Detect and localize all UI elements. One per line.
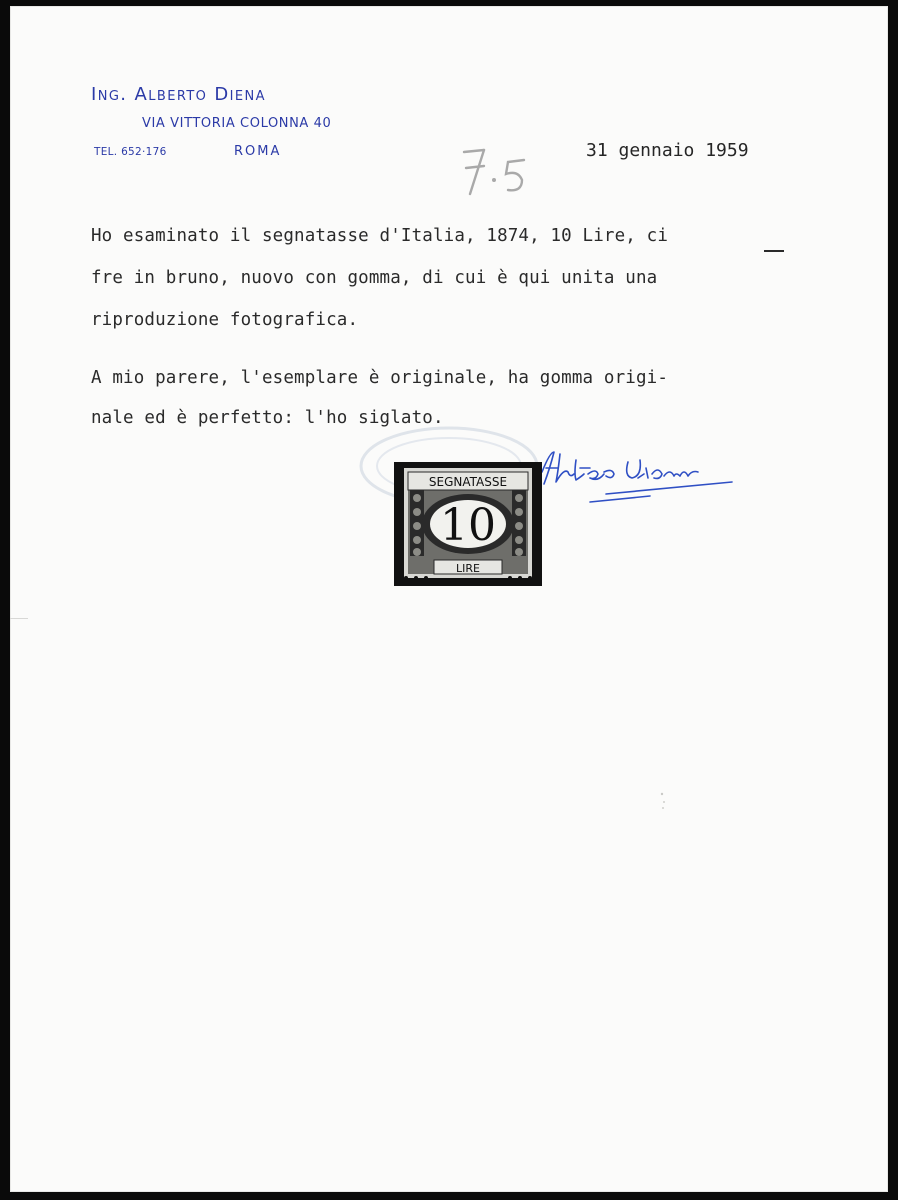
stamp-bottom-label: LIRE [456,562,480,575]
body-line-3: riproduzione fotografica. [91,310,359,330]
body-line-5: nale ed è perfetto: l'ho siglato. [91,408,444,428]
signature [520,438,740,518]
stamp-value: 10 [440,500,496,551]
body-line-4: A mio parere, l'esemplare è originale, ha gomma origi- [91,368,669,388]
underline-mark [764,250,784,252]
paper-speck [658,790,668,812]
letterhead-phone: TEL. 652·176 [94,146,167,158]
pencil-annotation [450,138,540,208]
body-line-1: Ho esaminato il segnatasse d'Italia, 1874, 10 Lire, ci [91,226,669,246]
stamp-top-label: SEGNATASSE [428,475,508,489]
letterhead-city: ROMA [234,144,282,159]
document-sheet [10,6,888,1192]
body-line-2: fre in bruno, nuovo con gomma, di cui è qui unita una [91,268,658,288]
stamp-photo [394,462,542,586]
letterhead-name: Ing. Alberto Diena [91,84,266,105]
letter-date: 31 gennaio 1959 [586,140,749,161]
fold-line [10,618,28,619]
letterhead-street: VIA VITTORIA COLONNA 40 [142,116,332,131]
